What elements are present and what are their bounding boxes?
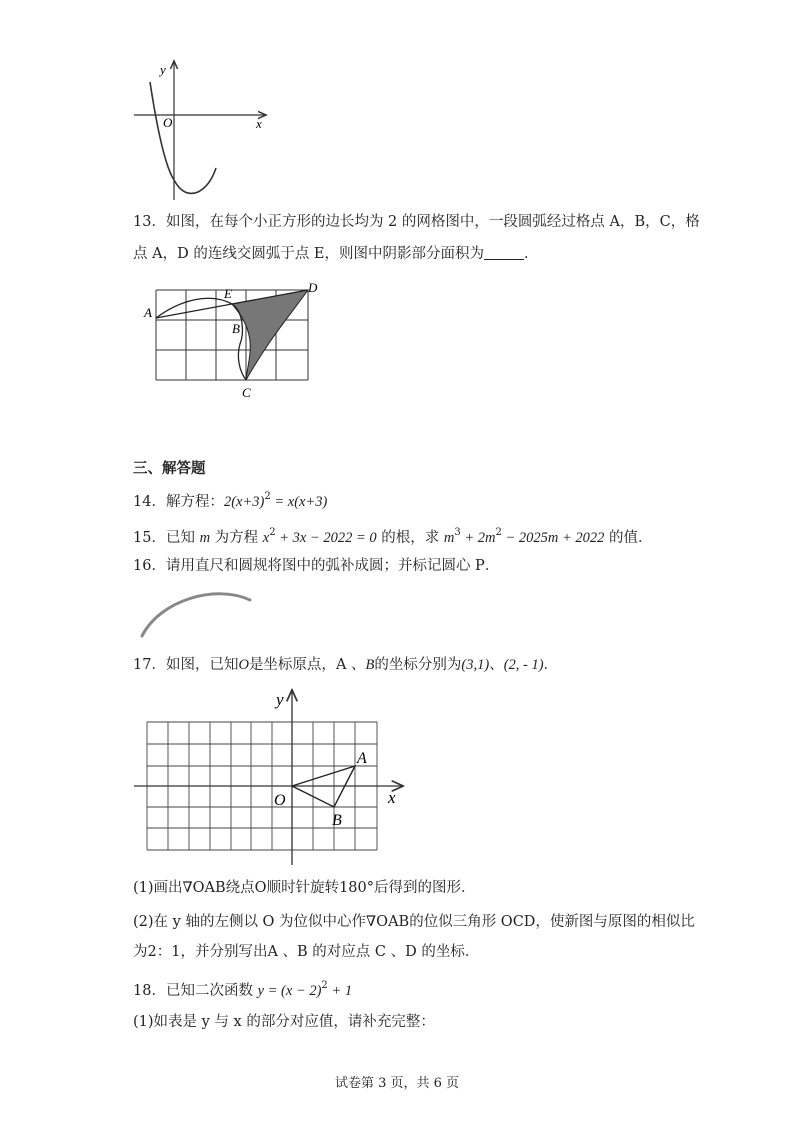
label-A: A [144,305,152,320]
q18-eq-a: y = (x − 2) [257,983,322,999]
q15-eq1-rest: + 3x − 2022 = 0 [275,530,377,546]
q15-e1-exp: 3 [454,527,461,538]
q15-t3: 的根，求 [376,530,444,546]
q15-e2-exp: 2 [495,527,502,538]
page-footer: 试卷第 3 页，共 6 页 [334,1076,460,1091]
q17-coordB: (2, - 1) [503,657,544,673]
q18-exp: 2 [321,980,328,991]
q18-eq-b: + 1 [327,983,353,999]
q17-B: B [365,657,375,673]
q13-line2-end: ． [524,246,539,262]
q13-line2 [133,244,539,264]
q17-text-a: 17．如图，已知 [133,657,239,673]
label-B: B [232,321,240,336]
answer-blank[interactable] [484,245,524,260]
q14 [133,487,327,512]
q13-line1: 13．如图，在每个小正方形的边长均为 2 的网格图中，一段圆弧经过格点 A，B，C，格 [133,214,700,230]
q16: 16．请用直尺和圆规将图中的弧补成圆；并标记圆心 P． [133,558,500,574]
q17-text-c: 的坐标分别为 [374,657,462,673]
point-B-label: B [332,812,342,829]
q17-coordinate-figure [130,685,415,870]
label-C: C [242,385,251,400]
y-axis-label: y [276,690,284,709]
q18-sub1: (1)如表是 y 与 x 的部分对应值，请补充完整： [133,1014,435,1030]
q17-O: O [238,657,249,673]
q17-sub2-line2: 为2：1，并分别写出A 、B 的对应点 C 、D 的坐标． [133,944,480,960]
q15-t1: 15．已知 [133,530,200,546]
parabola-curve [150,82,216,193]
q14-exp: 2 [264,491,271,502]
q14-prefix: 14．解方程： [133,494,224,510]
q17-text-b: 是坐标原点， [248,657,336,673]
q15-t2: 为方程 [210,530,263,546]
q15-e3: − 2025m + 2022 [501,530,605,546]
label-E: E [224,286,232,301]
origin-label: O [163,115,173,130]
q17-end: ． [543,657,559,673]
q17-sub1: (1)画出∇OAB绕点O顺时针旋转180°后得到的图形． [133,880,476,896]
parabola-figure [130,58,280,208]
label-D: D [308,280,318,295]
q15 [133,523,653,548]
q13-line2-text: 点 A，D 的连线交圆弧于点 E，则图中阴影部分面积为 [133,246,485,262]
q15-t4: 的值． [604,530,653,546]
q17-sub2-line1: (2)在 y 轴的左侧以 O 为位似中心作∇OAB的位似三角形 OCD，使新图与原图的相似比 [133,914,695,930]
q18 [133,976,352,1001]
q17 [133,655,558,675]
section-title: 三、解答题 [133,460,206,477]
q15-eq1-exp: 2 [269,527,276,538]
origin-label: O [274,792,286,809]
x-axis-label: x [256,116,262,131]
q15-e1: m [443,530,455,546]
shaded-region [232,290,308,380]
q17-A: A [335,657,347,673]
arc [142,594,250,636]
q16-arc-figure [136,588,260,640]
point-A-label: A [357,750,367,767]
q17-sep: 、 [346,657,366,673]
q17-comma: 、 [489,657,504,673]
q15-eq1: x [262,530,270,546]
q14-eq-b: = x(x+3) [270,494,328,510]
x-axis-label: x [388,788,396,807]
q17-coordA: (3,1) [461,657,490,673]
q18-prefix: 18．已知二次函数 [133,983,258,999]
q14-eq-a: 2(x+3) [223,494,265,510]
q15-m: m [199,530,211,546]
q13-grid-figure [140,278,320,402]
circle-arc [156,298,246,380]
y-axis-label: y [160,62,166,77]
q15-e2: + 2m [460,530,496,546]
